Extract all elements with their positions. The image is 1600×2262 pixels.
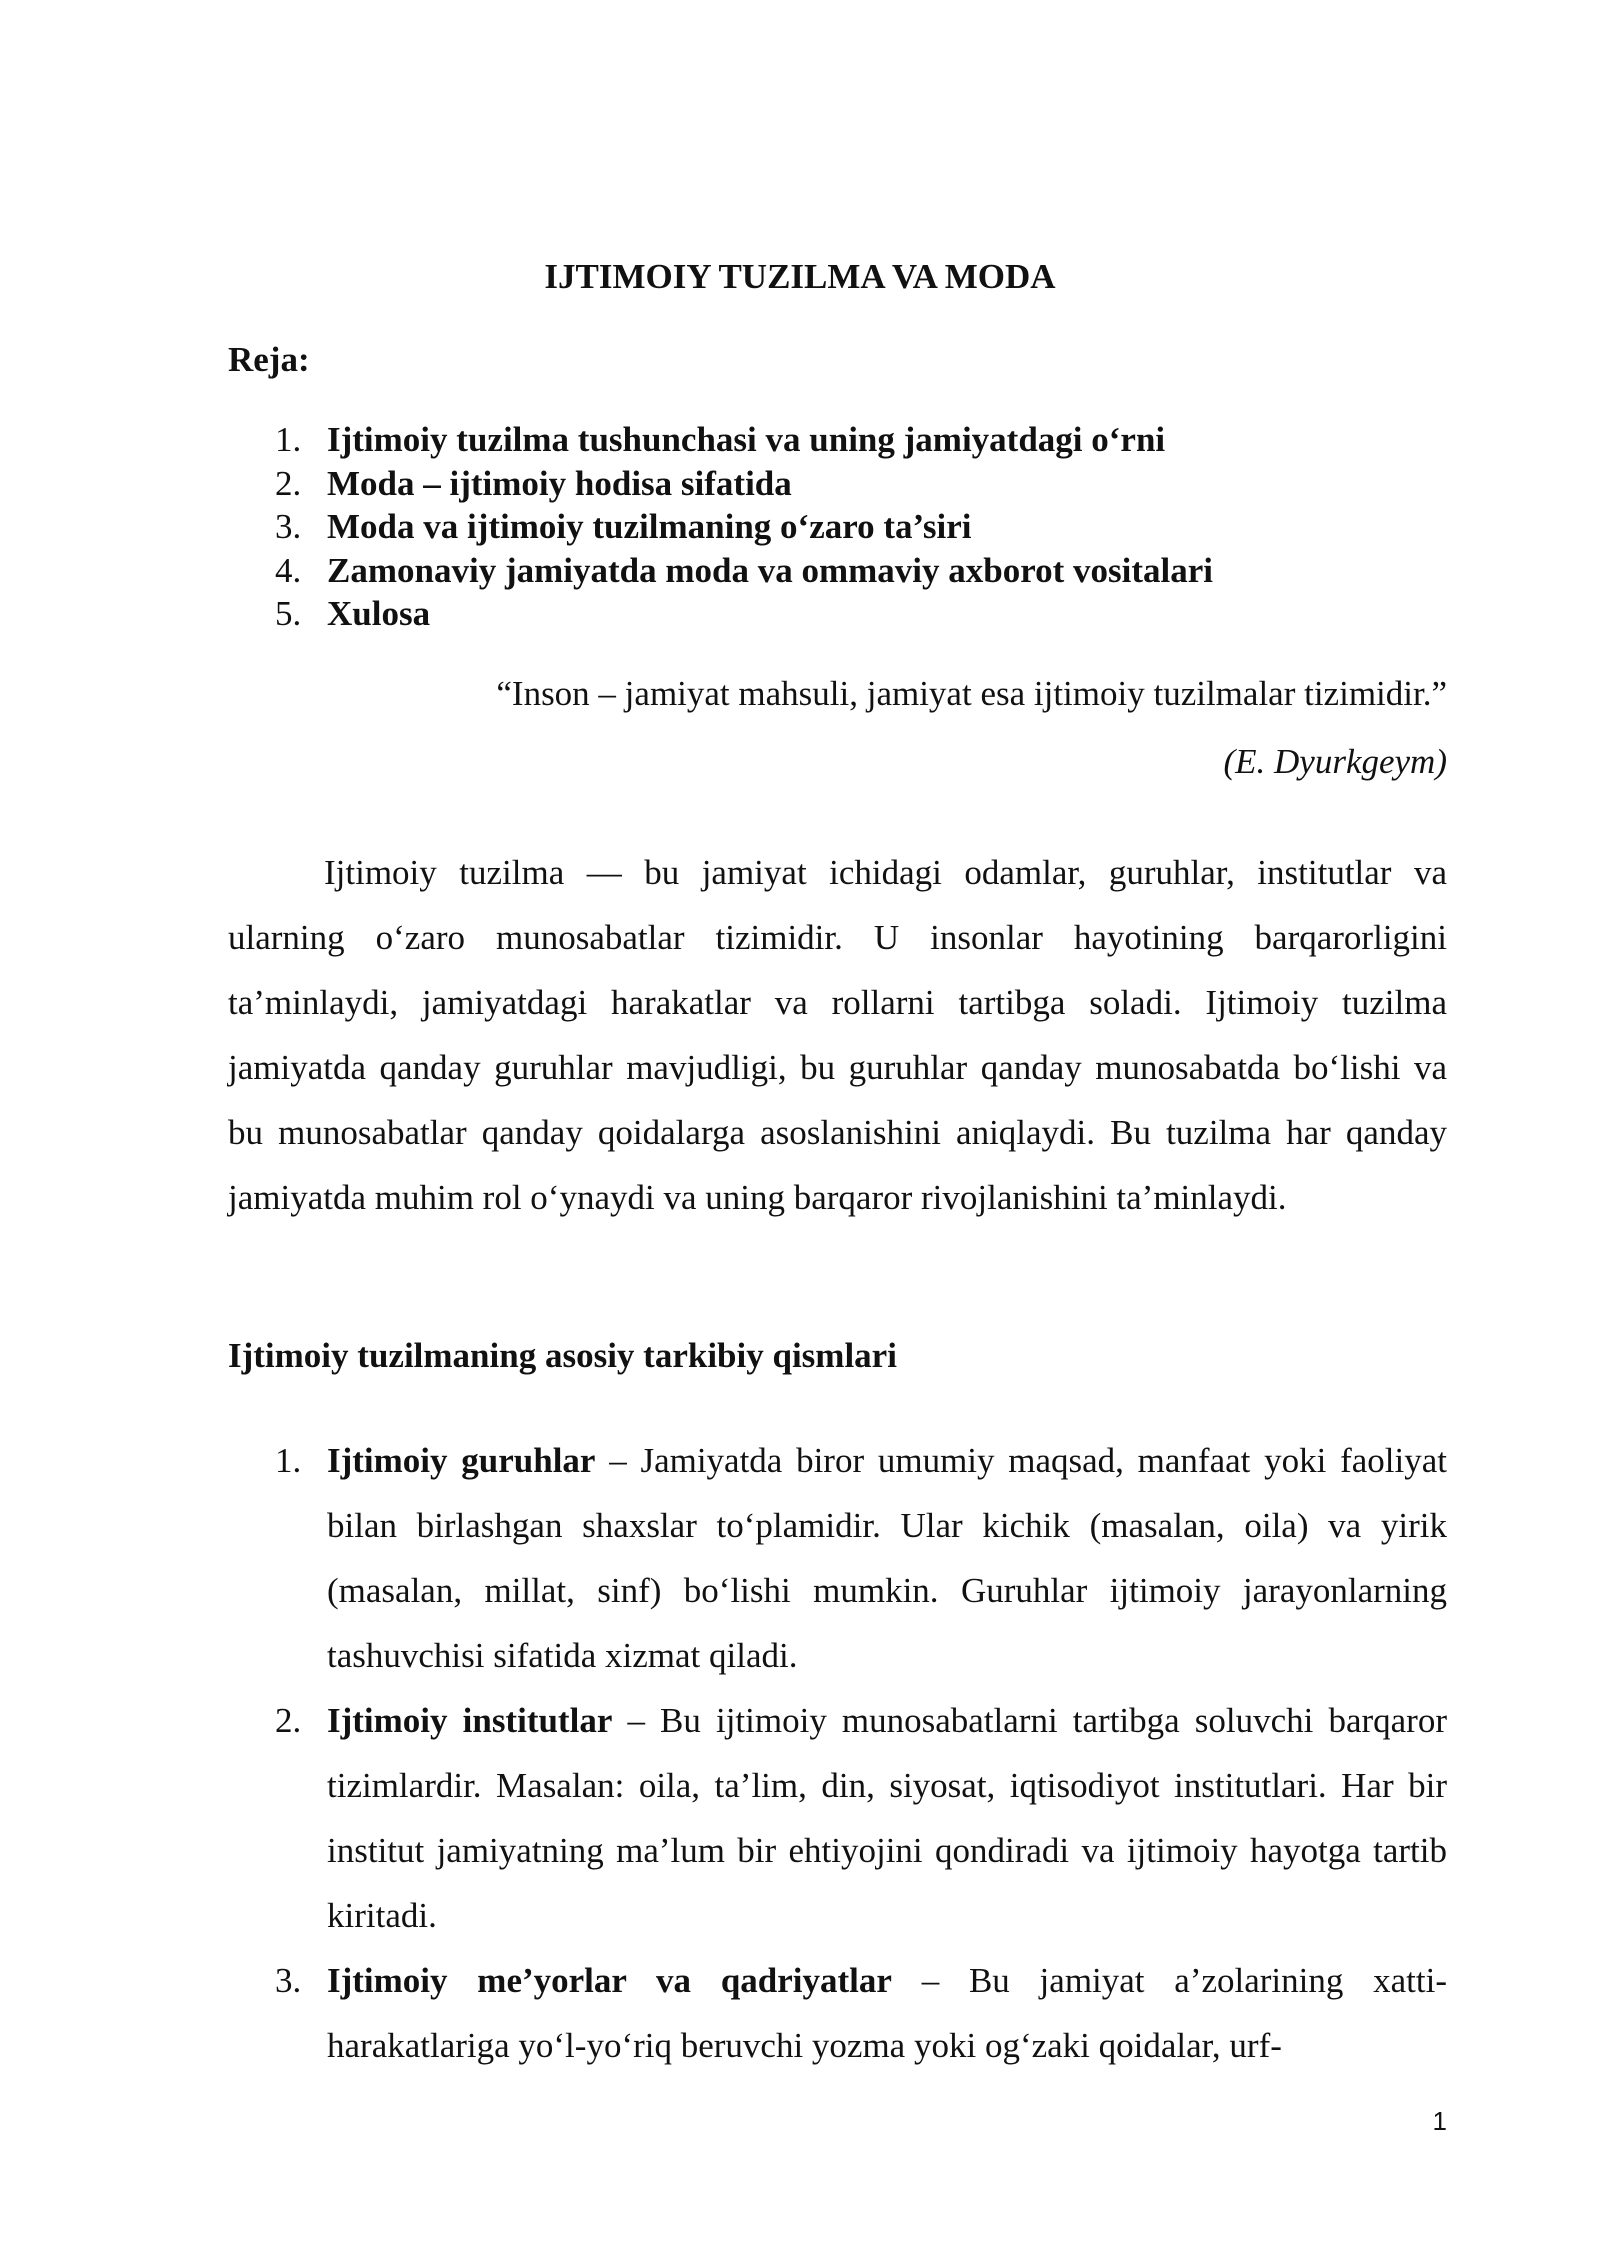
- list-item-body: [327, 1948, 1447, 2078]
- intro-paragraph: Ijtimoiy tuzilma — bu jamiyat ichidagi odamlar, guruhlar, institutlar va ularning o‘zaro munosabatlar tizimidir. U insonlar hayotining barqarorligini ta’minlaydi, jamiyatdagi harakatlar va rollarni tartibga soladi. Ijtimoiy tuzilma jamiyatda qanday guruhlar mavjudligi, bu guruhlar qanday munosabatda bo‘lishi va bu munosabatlar qanday qoidalarga asoslanishini aniqlaydi. Bu tuzilma har qanday jamiyatda muhim rol o‘ynaydi va uning barqaror rivojlanishini ta’minlaydi.: [228, 853, 1447, 1217]
- plan-item-text: Xulosa: [327, 594, 431, 633]
- list-item: [228, 1428, 1447, 1688]
- list-item-number: 2.: [275, 1701, 302, 1740]
- list-item-text: – Bu jamiyat a’zolarining xatti-harakatlariga yo‘l-yo‘riq beruvchi yozma yoki og‘zaki qoidalar, urf-: [327, 1961, 1447, 2065]
- list-item-text: – Bu ijtimoiy munosabatlarni tartibga soluvchi barqaror tizimlardir. Masalan: oila, ta’lim, din, siyosat, iqtisodiyot institutlari. Har bir institut jamiyatning ma’lum bir ehtiyojini qondiradi va ijtimoiy hayotga tartib kiritadi.: [327, 1701, 1447, 1935]
- list-item-term: Ijtimoiy guruhlar: [327, 1441, 596, 1480]
- list-item-term: Ijtimoiy me’yorlar va qadriyatlar: [327, 1961, 892, 2000]
- list-item-term: Ijtimoiy institutlar: [327, 1701, 613, 1740]
- list-item: [228, 1688, 1447, 1948]
- plan-item-text: Moda – ijtimoiy hodisa sifatida: [327, 463, 792, 503]
- list-item-body: [327, 1428, 1447, 1688]
- plan-item-text: Moda va ijtimoiy tuzilmaning o‘zaro ta’siri: [327, 507, 972, 546]
- document-title: IJTIMOIY TUZILMA VA MODA: [544, 257, 1056, 296]
- list-item-number: 1.: [275, 1441, 302, 1480]
- epigraph-author: (E. Dyurkgeym): [1223, 742, 1447, 781]
- section-heading: Ijtimoiy tuzilmaning asosiy tarkibiy qismlari: [228, 1336, 897, 1375]
- epigraph-quote: “Inson – jamiyat mahsuli, jamiyat esa ijtimoiy tuzilmalar tizimidir.”: [496, 674, 1447, 713]
- plan-label: Reja:: [228, 340, 310, 379]
- plan-item-text: Ijtimoiy tuzilma tushunchasi va uning jamiyatdagi o‘rni: [327, 420, 1166, 459]
- document-page: IJTIMOIY TUZILMA VA MODA Reja: 1. Ijtimoiy tuzilma tushunchasi va uning jamiyatdagi o‘rni 2. Moda – ijtimoiy hodisa sifatida 3. Moda va ijtimoiy tuzilmaning o‘zaro ta’siri 4. Zamonaviy jamiyatda moda va ommaviy axborot vositalari 5. Xulosa “Inson – jamiyat mahsuli, jamiyat esa ijtimoiy tuzilmalar tizimidir.” (E. Dyurkgeym) Ijtimoiy tuzilma — bu jamiyat ichidagi odamlar, guruhlar, institutlar va ularning o‘zaro munosabatlar tizimidir. U insonlar hayotining barqarorligini ta’minlaydi, jamiyatdagi harakatlar va rollarni tartibga soladi. Ijtimoiy tuzilma jamiyatda qanday guruhlar mavjudligi, bu guruhlar qanday munosabatda bo‘lishi va bu munosabatlar qanday qoidalarga asoslanishini aniqlaydi. Bu tuzilma har qanday jamiyatda muhim rol o‘ynaydi va uning barqaror rivojlanishini ta’minlaydi. Ijtimoiy tuzilmaning asosiy tarkibiy qismlari 1. Ijtimoiy guruhlar – Jamiyatda biror umumiy maqsad, manfaat yoki faoliyat bilan birlashgan shaxslar to‘plamidir. Ular kichik (masalan, oila) va yirik (masalan, millat, sinf) bo‘lishi mumkin. Guruhlar ijtimoiy jarayonlarning tashuvchisi sifatida xizmat qiladi. 2. Ijtimoiy institutlar – Bu ijtimoiy munosabatlarni tartibga soluvchi barqaror tizimlardir. Masalan: oila, ta’lim, din, siyosat, iqtisodiyot institutlari. Har bir institut jamiyatning ma’lum bir ehtiyojini qondiradi va ijtimoiy hayotga tartib kiritadi. 3. Ijtimoiy me’yorlar va qadriyatlar – Bu jamiyat a’zolarining xatti-harakatlariga yo‘l-yo‘riq beruvchi yozma yoki og‘zaki qoidalar, urf- 1: [0, 0, 1600, 2262]
- components-list: [228, 1428, 1447, 2078]
- list-item: [228, 1948, 1447, 2078]
- list-item-body: [327, 1688, 1447, 1948]
- page-number: 1: [1432, 2106, 1447, 2136]
- list-item-text: – Jamiyatda biror umumiy maqsad, manfaat yoki faoliyat bilan birlashgan shaxslar to‘plamidir. Ular kichik (masalan, oila) va yirik (masalan, millat, sinf) bo‘lishi mumkin. Guruhlar ijtimoiy jarayonlarning tashuvchisi sifatida xizmat qiladi.: [327, 1441, 1447, 1675]
- list-item-number: 3.: [275, 1961, 302, 2000]
- plan-item-text: Zamonaviy jamiyatda moda va ommaviy axborot vositalari: [327, 550, 1214, 590]
